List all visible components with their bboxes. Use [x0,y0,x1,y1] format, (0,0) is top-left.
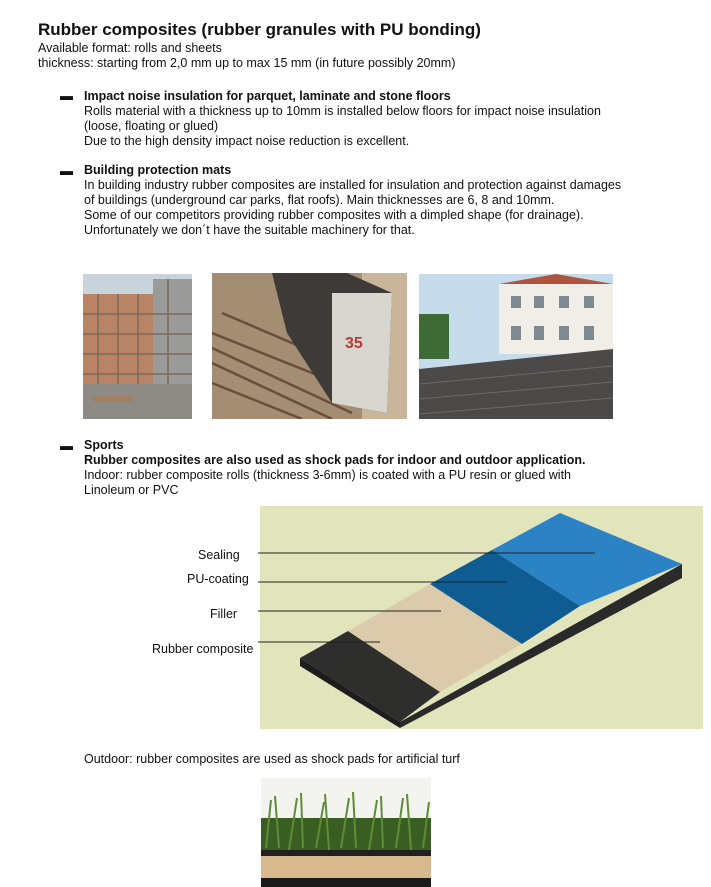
sports-line-2: Linoleum or PVC [84,483,179,497]
building-heading: Building protection mats [84,163,232,177]
impact-line-3: Due to the high density impact noise reduction is excellent. [84,134,410,148]
label-rubber-composite: Rubber composite [152,642,254,656]
impact-heading: Impact noise insulation for parquet, laminate and stone floors [84,89,451,103]
artificial-turf-photo [261,778,431,887]
label-filler: Filler [210,607,238,621]
building-line-2: of buildings (underground car parks, flat roofs). Main thicknesses are 6, 8 and 10mm. [84,193,555,207]
impact-line-2: (loose, floating or glued) [84,119,219,133]
building-line-4: Unfortunately we don´t have the suitable machinery for that. [84,223,415,237]
label-sealing: Sealing [198,548,240,562]
sports-heading: Sports [84,438,124,452]
outdoor-text: Outdoor: rubber composites are used as shock pads for artificial turf [84,752,460,766]
bullet-icon: ▬ [60,88,73,103]
bullet-icon: ▬ [60,163,73,178]
bullet-icon: ▬ [60,438,73,453]
page-title: Rubber composites (rubber granules with PU bonding) [38,20,481,39]
sports-line-1: Indoor: rubber composite rolls (thickness 3-6mm) is coated with a PU resin or glued with [84,468,572,482]
intro-thickness: thickness: starting from 2,0 mm up to max 15 mm (in future possibly 20mm) [38,56,456,70]
sports-subheading: Rubber composites are also used as shock pads for indoor and outdoor application. [84,453,586,467]
building-line-3: Some of our competitors providing rubber composites with a dimpled shape (for drainage). [84,208,584,222]
svg-text:35: 35 [345,335,363,352]
building-line-1: In building industry rubber composites are installed for insulation and protection against damages [84,178,622,192]
impact-line-1: Rolls material with a thickness up to 10mm is installed below floors for impact noise insulation [84,104,601,118]
intro-format: Available format: rolls and sheets [38,41,222,55]
label-pu-coating: PU-coating [187,572,249,586]
